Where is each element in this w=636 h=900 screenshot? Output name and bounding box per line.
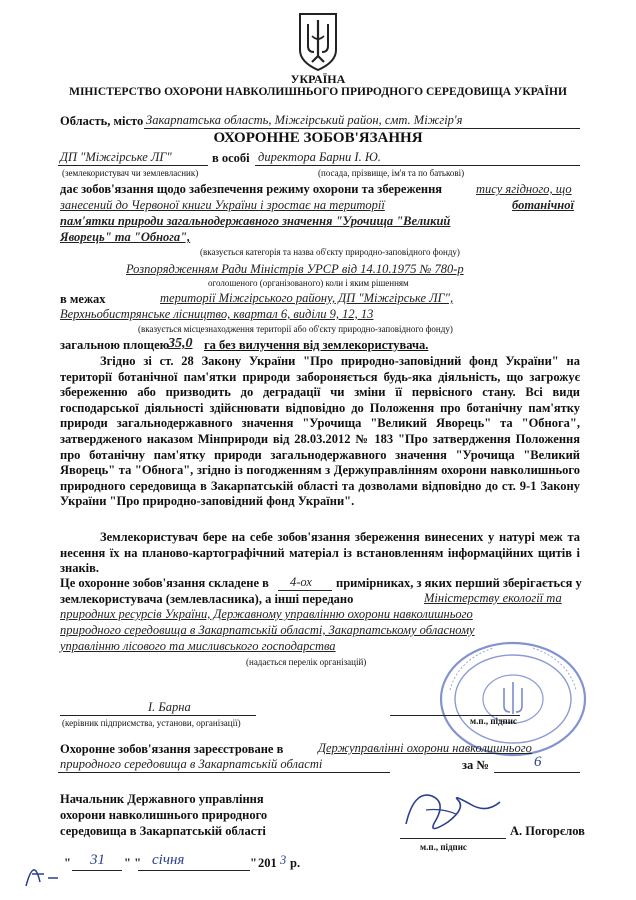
decree-value: Розпорядженням Ради Міністрів УРСР від 14.10.1975 № 780-р: [126, 262, 464, 276]
trident-coat-of-arms-icon: [296, 10, 340, 72]
owner-name: ДП "Міжгірське ЛГ": [60, 150, 172, 164]
country-title: УКРАЇНА: [290, 72, 346, 86]
obligation-object-2: занесений до Червоної книги України і зростає на території: [60, 198, 385, 212]
territory-prefix: в межах: [60, 292, 106, 306]
document-title: ОХОРОННЕ ЗОБОВ'ЯЗАННЯ: [213, 130, 423, 146]
ministry-title: МІНІСТЕРСТВО ОХОРОНИ НАВКОЛИШНЬОГО ПРИРОДНОГО СЕРЕДОВИЩА УКРАЇНИ: [69, 86, 567, 98]
chief-title-3: середовища в Закарпатській області: [60, 824, 266, 838]
chief-signature-icon: [396, 780, 508, 842]
registration-number-label: за №: [462, 758, 489, 772]
recipients-3: природного середовища в Закарпатській області, Закарпатському обласному: [60, 623, 475, 637]
copies-line-2: землекористувача (землевласника), а інші передано: [60, 592, 354, 606]
area-value: 35,0: [168, 336, 193, 351]
margin-handwriting-icon: [22, 852, 62, 892]
chief-title-2: охорони навколишнього природного: [60, 808, 268, 822]
obligation-object-4: Яворець" та "Обнога",: [60, 230, 191, 244]
person-caption: (посада, прізвище, ім'я та по батькові): [318, 168, 465, 178]
recipients-4: управлінню лісового та мисливського господарства: [60, 639, 336, 653]
area-prefix: загальною площею: [60, 338, 170, 352]
paragraph-obligation: Землекористувач бере на себе зобов'язання збереження винесених у натурі меж та несення їх на планово-картографічний матеріал із встановленням інформаційних щитів і знаків.: [60, 530, 580, 576]
chief-title-1: Начальник Державного управління: [60, 792, 264, 806]
document-page: УКРАЇНА МІНІСТЕРСТВО ОХОРОНИ НАВКОЛИШНЬОГО ПРИРОДНОГО СЕРЕДОВИЩА УКРАЇНИ Область, місто Закарпатська область, Міжгірський район, смт. Міжгір'я ОХОРОННЕ ЗОБОВ'ЯЗАННЯ ДП "Міжгірське ЛГ" в особі директора Барни І. Ю. (землекористувач чи землевласник) (посада, прізвище, ім'я та по батькові) дає зобов'язання щодо забезпечення режиму охорони та збереження тису ягідного, що занесений до Червоної книги України і зростає на території ботанічної пам'ятки природи загальнодержавного значення "Урочища "Великий Яворець" та "Обнога", (вказується категорія та назва об'єкту природно-заповідного фонду) Розпорядженням Ради Міністрів УРСР від 14.10.1975 № 780-р оголошеного (організованого) коли і яким рішенням в межах території Міжгірського району, ДП "Міжгірське ЛГ", Верхньобистрянське лісництво, квартал 6, виділи 9, 12, 13 (вказується місцезнаходження території або об'єкту природно-заповідного фонду) загальною площею 35,0 га без вилучення від землекористувача. Згідно зі ст. 28 Закону України "Про природно-заповідний фонд України" на території ботанічної пам'ятки природи забороняється будь-яка діяльність, що загрожує збереженню або призводить до деградації чи зміни її первісного стану. Всі види господарської діяльності здійснювати відповідно до Положення про ботанічну пам'ятку природи загальнодержавного значення "Урочища "Великий Яворець" та "Обнога", затвердженого наказом Мінприроди від 28.03.2012 № 183 "Про затвердження Положення про ботанічну пам'ятку природи загальнодержавного значення "Урочища "Великий Яворець" та "Обнога", згідно із погодженням з Держуправлінням охорони навколишнього природного середовища в Закарпатській області та дозволами відповідно до ст. 9-1 Закону України "Про природно-заповідний фонд України". Землекористувач бере на себе зобов'язання збереження винесених у натурі меж та несення їх на планово-картографічний матеріал із встановленням інформаційних щитів і знаків. Це охоронне зобов'язання складене в 4-ох примірниках, з яких перший зберігається у землекористувача (землевласника), а інші передано Міністерству екології та природних ресурсів України, Державному управлінню охорони навколишнього природного середовища в Закарпатській області, Закарпатському обласному управлінню лісового та мисливського господарства (надається перелік організацій) І. Барна (керівник підприємства, установи, організації) м.п., підпис Охоронне зобов'язання зареєстроване в Держуправлінні охорони навколишнього природного середовища в Закарпатській області за № 6 Начальник Державного управління охорони навколишнього природного середовища в Закарпатській області А. Погорєлов м.п., підпис " 31 " " січня " 201 3 р.: [0, 0, 636, 900]
paragraph-law: Згідно зі ст. 28 Закону України "Про природно-заповідний фонд України" на території ботанічної пам'ятки природи забороняється будь-яка діяльність, що загрожує збереженню або призводить до деградації чи зміни її первісного стану. Всі види господарської діяльності здійснювати відповідно до Положення про ботанічну пам'ятку природи загальнодержавного значення "Урочища "Великий Яворець" та "Обнога", затвердженого наказом Мінприроди від 28.03.2012 № 183 "Про затвердження Положення про ботанічну пам'ятку природи загальнодержавного значення "Урочища "Великий Яворець" та "Обнога", згідно із погодженням з Держуправлінням охорони навколишнього природного середовища в Закарпатській області та дозволами відповідно до ст. 9-1 Закону України "Про природно-заповідний фонд України".: [60, 354, 580, 509]
owner-caption: (землекористувач чи землевласник): [62, 168, 199, 178]
copies-prefix: Це охоронне зобов'язання складене в: [60, 576, 269, 590]
territory-caption: (вказується місцезнаходження території або об'єкту природно-заповідного фонду): [138, 324, 453, 334]
area-suffix: га без вилучення від землекористувача.: [204, 338, 429, 352]
stamp-mark-caption: м.п., підпис: [470, 716, 517, 726]
registration-org-1: Держуправлінні охорони навколишнього: [318, 741, 532, 755]
date-month: січня: [152, 852, 185, 868]
date-year-digit: 3: [280, 853, 287, 867]
territory-line-1: території Міжгірського району, ДП "Міжгірське ЛГ",: [160, 291, 454, 305]
obligation-object-1: тису ягідного, що: [476, 182, 572, 196]
recipients-caption: (надається перелік організацій): [246, 657, 367, 667]
location-label: Область, місто: [60, 114, 144, 128]
obligation-prefix: дає зобов'язання щодо забезпечення режиму охорони та збереження: [60, 182, 443, 196]
in-person-label: в особі: [212, 151, 250, 165]
owner-person: директора Барни І. Ю.: [258, 150, 381, 164]
signer-caption: (керівник підприємства, установи, організації): [62, 718, 241, 728]
copies-count: 4-ох: [290, 575, 312, 589]
obligation-object-2b: ботанічної: [512, 198, 574, 212]
chief-name: А. Погорєлов: [510, 824, 585, 838]
recipients-2: природних ресурсів України, Державному управлінню охорони навколишнього: [60, 607, 473, 621]
date-year-prefix: 201: [258, 856, 277, 870]
recipients-1: Міністерству екології та: [424, 591, 562, 605]
copies-suffix: примірниках, з яких перший зберігається у: [336, 576, 582, 590]
location-value: Закарпатська область, Міжгірський район, смт. Міжгір'я: [146, 113, 463, 127]
territory-line-2: Верхньобистрянське лісництво, квартал 6, виділи 9, 12, 13: [60, 307, 374, 321]
registration-org-2: природного середовища в Закарпатській області: [60, 757, 323, 771]
signer-name: І. Барна: [148, 700, 191, 714]
obligation-object-3: пам'ятки природи загальнодержавного значення "Урочища "Великий: [60, 214, 451, 228]
chief-caption: м.п., підпис: [420, 842, 467, 852]
decree-caption: оголошеного (організованого) коли і яким рішенням: [208, 278, 409, 288]
obligation-caption: (вказується категорія та назва об'єкту природно-заповідного фонду): [200, 247, 460, 257]
registration-number: 6: [534, 754, 542, 770]
date-year-suffix: р.: [290, 856, 301, 870]
registration-prefix: Охоронне зобов'язання зареєстроване в: [60, 742, 284, 756]
date-day: 31: [90, 852, 105, 868]
